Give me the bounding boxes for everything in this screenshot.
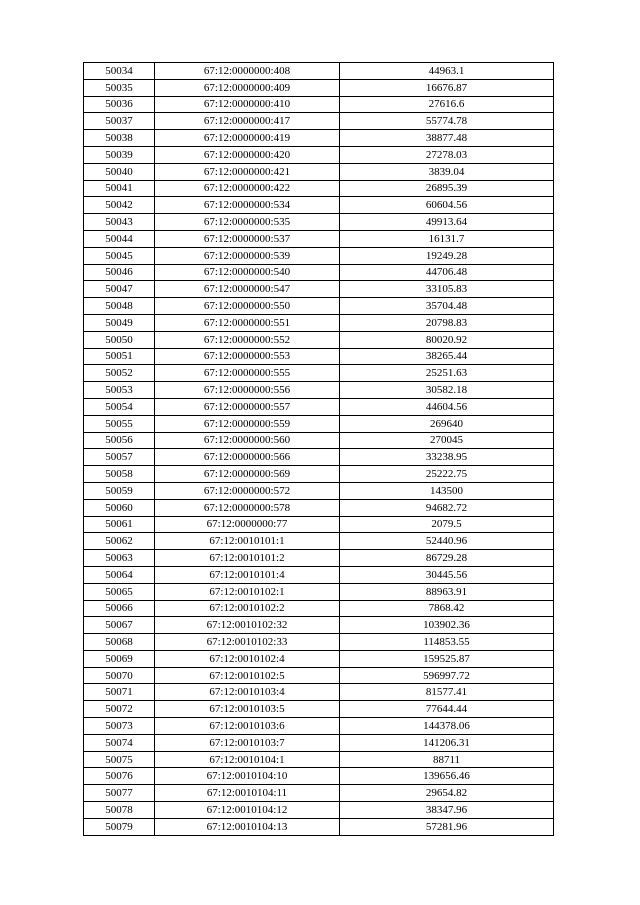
cadastral-number-cell: 67:12:0010101:2 [155,550,340,567]
table-row [84,550,554,567]
table-row [84,63,554,80]
value-cell: 103902.36 [340,617,554,634]
value-cell: 16131.7 [340,230,554,247]
row-number-cell: 50074 [84,734,155,751]
row-number-cell: 50054 [84,398,155,415]
cadastral-number-cell: 67:12:0000000:566 [155,449,340,466]
value-cell: 33238.95 [340,449,554,466]
row-number-cell: 50040 [84,163,155,180]
cadastral-number-cell: 67:12:0000000:555 [155,365,340,382]
row-number-cell: 50063 [84,550,155,567]
table-row [84,314,554,331]
cadastral-number-cell: 67:12:0010101:4 [155,566,340,583]
table-row [84,113,554,130]
table-row [84,583,554,600]
cadastral-number-cell: 67:12:0000000:550 [155,298,340,315]
cadastral-number-cell: 67:12:0000000:422 [155,180,340,197]
row-number-cell: 50047 [84,281,155,298]
cadastral-number-cell: 67:12:0000000:419 [155,130,340,147]
value-cell: 80020.92 [340,331,554,348]
row-number-cell: 50061 [84,516,155,533]
table-row [84,432,554,449]
row-number-cell: 50058 [84,466,155,483]
row-number-cell: 50067 [84,617,155,634]
table-row [84,382,554,399]
cadastral-number-cell: 67:12:0010104:10 [155,768,340,785]
value-cell: 44604.56 [340,398,554,415]
table-row [84,482,554,499]
value-cell: 19249.28 [340,247,554,264]
table-row [84,264,554,281]
value-cell: 26895.39 [340,180,554,197]
row-number-cell: 50045 [84,247,155,264]
value-cell: 44963.1 [340,63,554,80]
value-cell: 88963.91 [340,583,554,600]
row-number-cell: 50059 [84,482,155,499]
cadastral-number-cell: 67:12:0000000:551 [155,314,340,331]
row-number-cell: 50060 [84,499,155,516]
table-row [84,617,554,634]
row-number-cell: 50039 [84,146,155,163]
cadastral-number-cell: 67:12:0000000:77 [155,516,340,533]
row-number-cell: 50076 [84,768,155,785]
table-row [84,96,554,113]
table-row [84,230,554,247]
cadastral-number-cell: 67:12:0000000:420 [155,146,340,163]
cadastral-number-cell: 67:12:0000000:409 [155,79,340,96]
row-number-cell: 50057 [84,449,155,466]
row-number-cell: 50038 [84,130,155,147]
value-cell: 38265.44 [340,348,554,365]
row-number-cell: 50073 [84,718,155,735]
cadastral-number-cell: 67:12:0000000:578 [155,499,340,516]
table-row [84,566,554,583]
value-cell: 77644.44 [340,701,554,718]
row-number-cell: 50050 [84,331,155,348]
table-row [84,734,554,751]
row-number-cell: 50041 [84,180,155,197]
value-cell: 3839.04 [340,163,554,180]
row-number-cell: 50043 [84,214,155,231]
row-number-cell: 50069 [84,650,155,667]
cadastral-number-cell: 67:12:0010102:1 [155,583,340,600]
table-row [84,214,554,231]
cadastral-number-cell: 67:12:0000000:552 [155,331,340,348]
cadastral-number-cell: 67:12:0000000:553 [155,348,340,365]
cadastral-number-cell: 67:12:0010104:13 [155,818,340,835]
value-cell: 20798.83 [340,314,554,331]
cadastral-number-cell: 67:12:0000000:417 [155,113,340,130]
value-cell: 30582.18 [340,382,554,399]
value-cell: 25251.63 [340,365,554,382]
row-number-cell: 50079 [84,818,155,835]
table-row [84,718,554,735]
row-number-cell: 50037 [84,113,155,130]
row-number-cell: 50053 [84,382,155,399]
table-row [84,180,554,197]
cadastral-number-cell: 67:12:0000000:556 [155,382,340,399]
cadastral-number-cell: 67:12:0000000:408 [155,63,340,80]
value-cell: 29654.82 [340,785,554,802]
table-row [84,802,554,819]
value-cell: 270045 [340,432,554,449]
row-number-cell: 50077 [84,785,155,802]
table-row [84,499,554,516]
table-row [84,348,554,365]
value-cell: 269640 [340,415,554,432]
value-cell: 52440.96 [340,533,554,550]
cadastral-number-cell: 67:12:0000000:547 [155,281,340,298]
row-number-cell: 50046 [84,264,155,281]
cadastral-number-cell: 67:12:0010102:5 [155,667,340,684]
value-cell: 44706.48 [340,264,554,281]
row-number-cell: 50049 [84,314,155,331]
cadastral-number-cell: 67:12:0000000:560 [155,432,340,449]
cadastral-number-cell: 67:12:0000000:539 [155,247,340,264]
cadastral-number-cell: 67:12:0010104:1 [155,751,340,768]
row-number-cell: 50048 [84,298,155,315]
value-cell: 144378.06 [340,718,554,735]
table-row [84,197,554,214]
cadastral-number-cell: 67:12:0000000:535 [155,214,340,231]
cadastral-number-cell: 67:12:0010104:11 [155,785,340,802]
row-number-cell: 50062 [84,533,155,550]
cadastral-number-cell: 67:12:0000000:534 [155,197,340,214]
table-row [84,449,554,466]
table-row [84,281,554,298]
row-number-cell: 50066 [84,600,155,617]
table-row [84,684,554,701]
table-row [84,768,554,785]
table-body [84,63,554,836]
table-row [84,298,554,315]
cadastral-number-cell: 67:12:0000000:410 [155,96,340,113]
row-number-cell: 50071 [84,684,155,701]
row-number-cell: 50056 [84,432,155,449]
cadastral-number-cell: 67:12:0000000:569 [155,466,340,483]
value-cell: 16676.87 [340,79,554,96]
cadastral-number-cell: 67:12:0000000:540 [155,264,340,281]
row-number-cell: 50078 [84,802,155,819]
table-row [84,650,554,667]
row-number-cell: 50035 [84,79,155,96]
value-cell: 55774.78 [340,113,554,130]
row-number-cell: 50034 [84,63,155,80]
table-row [84,701,554,718]
cadastral-number-cell: 67:12:0000000:537 [155,230,340,247]
table-row [84,415,554,432]
table-row [84,331,554,348]
row-number-cell: 50055 [84,415,155,432]
value-cell: 27278.03 [340,146,554,163]
cadastral-number-cell: 67:12:0010102:4 [155,650,340,667]
table-row [84,818,554,835]
table-row [84,516,554,533]
value-cell: 94682.72 [340,499,554,516]
value-cell: 33105.83 [340,281,554,298]
cadastral-number-cell: 67:12:0010102:32 [155,617,340,634]
value-cell: 60604.56 [340,197,554,214]
row-number-cell: 50064 [84,566,155,583]
table-row [84,634,554,651]
row-number-cell: 50042 [84,197,155,214]
value-cell: 38877.48 [340,130,554,147]
value-cell: 49913.64 [340,214,554,231]
table-row [84,365,554,382]
table-row [84,146,554,163]
table-row [84,667,554,684]
table-row [84,533,554,550]
cadastral-number-cell: 67:12:0010101:1 [155,533,340,550]
cadastral-number-cell: 67:12:0010103:7 [155,734,340,751]
cadastral-number-cell: 67:12:0010103:6 [155,718,340,735]
cadastral-number-cell: 67:12:0000000:557 [155,398,340,415]
value-cell: 159525.87 [340,650,554,667]
table-row [84,79,554,96]
value-cell: 2079.5 [340,516,554,533]
table-row [84,163,554,180]
row-number-cell: 50036 [84,96,155,113]
value-cell: 35704.48 [340,298,554,315]
value-cell: 30445.56 [340,566,554,583]
table-row [84,398,554,415]
value-cell: 141206.31 [340,734,554,751]
table-row [84,785,554,802]
row-number-cell: 50072 [84,701,155,718]
value-cell: 114853.55 [340,634,554,651]
value-cell: 143500 [340,482,554,499]
value-cell: 596997.72 [340,667,554,684]
row-number-cell: 50065 [84,583,155,600]
value-cell: 25222.75 [340,466,554,483]
row-number-cell: 50052 [84,365,155,382]
row-number-cell: 50070 [84,667,155,684]
row-number-cell: 50051 [84,348,155,365]
table-row [84,600,554,617]
value-cell: 57281.96 [340,818,554,835]
row-number-cell: 50068 [84,634,155,651]
cadastral-number-cell: 67:12:0010103:5 [155,701,340,718]
value-cell: 88711 [340,751,554,768]
row-number-cell: 50075 [84,751,155,768]
table-row [84,466,554,483]
cadastral-number-cell: 67:12:0010102:33 [155,634,340,651]
table-row [84,751,554,768]
value-cell: 38347.96 [340,802,554,819]
row-number-cell: 50044 [84,230,155,247]
value-cell: 81577.41 [340,684,554,701]
table-row [84,130,554,147]
value-cell: 27616.6 [340,96,554,113]
cadastral-number-cell: 67:12:0000000:421 [155,163,340,180]
cadastral-number-cell: 67:12:0010104:12 [155,802,340,819]
cadastral-number-cell: 67:12:0000000:572 [155,482,340,499]
value-cell: 139656.46 [340,768,554,785]
value-cell: 7868.42 [340,600,554,617]
cadastral-number-cell: 67:12:0000000:559 [155,415,340,432]
cadastral-number-cell: 67:12:0010103:4 [155,684,340,701]
cadastral-number-cell: 67:12:0010102:2 [155,600,340,617]
value-cell: 86729.28 [340,550,554,567]
data-table [83,62,554,836]
table-row [84,247,554,264]
